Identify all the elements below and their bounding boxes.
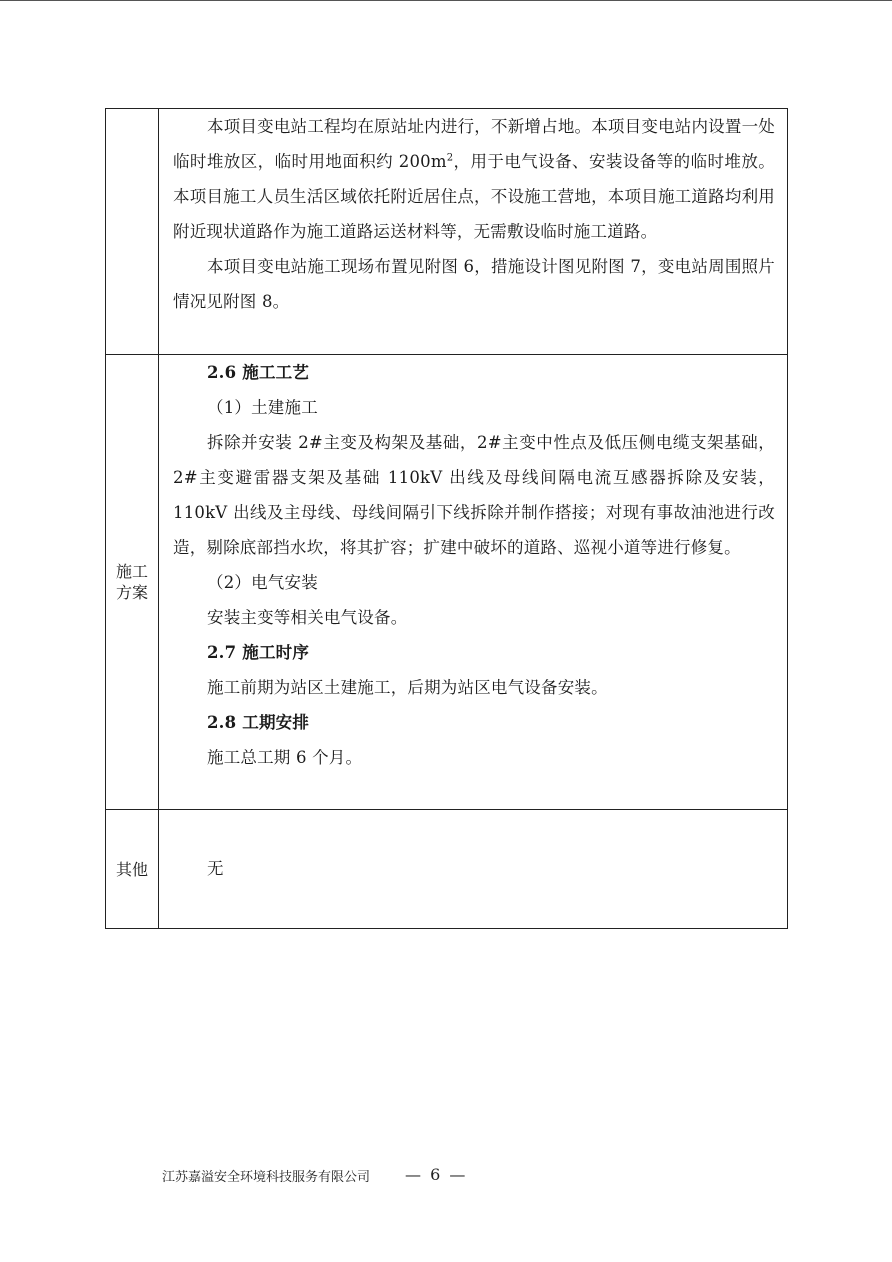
row-label-line-1: 施工: [115, 562, 148, 581]
subheading-electrical: （2）电气安装: [207, 573, 318, 592]
row-label-construction-plan: [106, 355, 159, 810]
row-label-empty: [106, 109, 159, 355]
page-number: — 6 —: [405, 1165, 468, 1184]
section-heading-2-8: 2.8 工期安排: [207, 713, 310, 732]
top-border-line: [0, 0, 892, 1]
layout-paragraph-1-rest: ，用于电气设备、安装设备等的临时堆放。本项目施工人员生活区域依托附近居住点，不设施工营地，本项目施工道路均利用附近现状道路作为施工道路运送材料等，无需敷设临时施工道路。: [173, 152, 775, 241]
content-table: [105, 108, 788, 929]
section-heading-2-7: 2.7 施工时序: [207, 643, 310, 662]
superscript-2: 2: [446, 152, 454, 164]
layout-paragraph-1-text: 本项目变电站工程均在原站址内进行，不新增占地。本项目变电站内设置一处临时堆放区，临时用地面积约 200m: [173, 117, 775, 171]
schedule-text: 施工总工期 6 个月。: [207, 748, 363, 767]
layout-content-cell: [159, 109, 788, 355]
row-label-line-2: 方案: [115, 583, 148, 602]
construction-content-cell: [159, 355, 788, 810]
section-heading-2-6: 2.6 施工工艺: [207, 363, 310, 382]
layout-paragraph-1: [173, 109, 775, 249]
other-value: 无: [207, 859, 224, 878]
row-label-other: 其他: [106, 810, 159, 929]
electrical-install-text: 安装主变等相关电气设备。: [207, 608, 408, 627]
layout-paragraph-2: 本项目变电站施工现场布置见附图 6，措施设计图见附图 7，变电站周围照片情况见附图 8。: [173, 257, 775, 311]
subheading-civil: （1）土建施工: [207, 398, 318, 417]
table-row-layout: [106, 109, 788, 355]
table-row-construction: [106, 355, 788, 810]
civil-construction-text: 拆除并安装 2#主变及构架及基础，2#主变中性点及低压侧电缆支架基础，2#主变避雷器支架及基础 110kV 出线及母线间隔电流互感器拆除及安装，110kV 出线及主母线、母线间隔引下线拆除并制作搭接；对现有事故油池进行改造，剔除底部挡水坎，将其扩容；扩建中破坏的道路、巡视小道等进行修复。: [173, 433, 775, 557]
table-row-other: [106, 810, 788, 929]
sequence-text: 施工前期为站区土建施工，后期为站区电气设备安装。: [207, 678, 608, 697]
footer-company: 江苏嘉溢安全环境科技服务有限公司: [162, 1170, 371, 1185]
other-content-cell: [159, 810, 788, 929]
